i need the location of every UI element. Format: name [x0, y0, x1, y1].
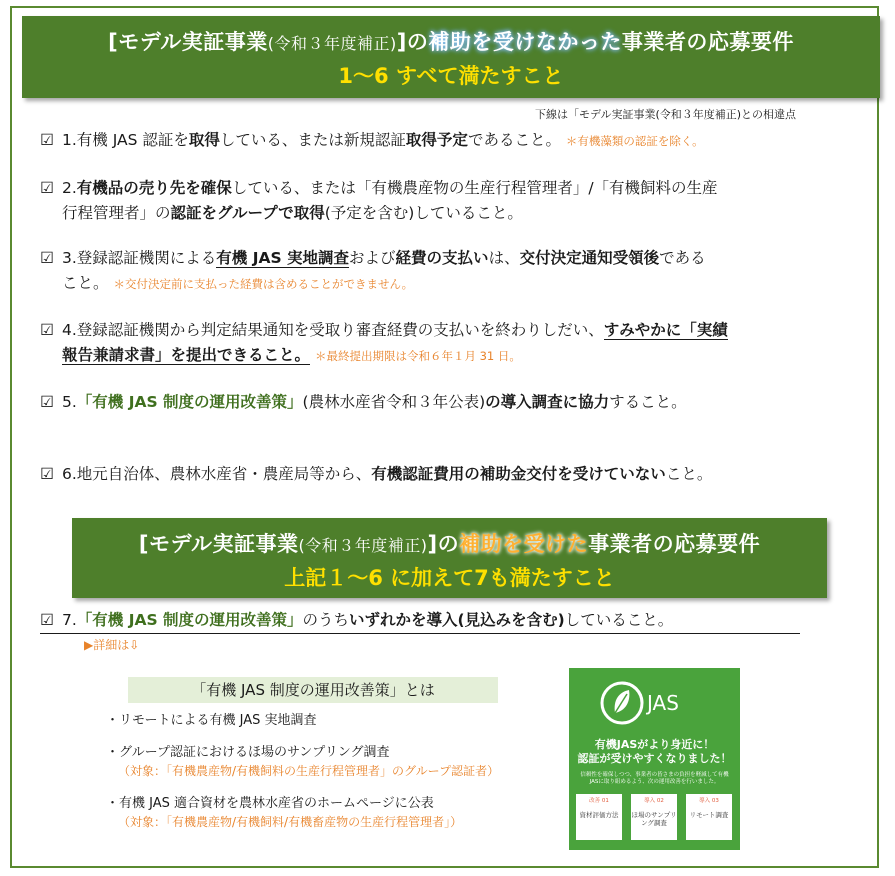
req3-text-h: こと。	[62, 274, 109, 292]
checkbox-icon: ☑	[40, 611, 54, 629]
bullet-2-text: ・グループ認証におけるほ場のサンプリング調査	[106, 745, 390, 760]
banner2-highlight: 補助を受けた	[459, 532, 589, 556]
bullet-item-2	[106, 744, 499, 780]
banner-subsidized	[72, 518, 827, 598]
req2-text-b: 有機品の売り先を確保	[76, 179, 232, 197]
banner2-prefix: [モデル実証事業	[138, 532, 299, 556]
banner1-line2-highlight: すべて	[395, 64, 459, 88]
banner2-line2-c: も満たすこと	[488, 566, 615, 590]
req5-text-e: すること。	[609, 393, 687, 411]
req6-text-a: 6.地元自治体、農林水産省・農産局等から、	[62, 465, 372, 483]
banner1-line2-num: 1～6	[338, 64, 389, 88]
poster-box-2: 導入 02 ほ場のサンプリング調査	[631, 794, 677, 840]
requirement-1	[40, 128, 860, 154]
req4-text-c: 報告兼請求書」を提出できること。	[62, 346, 311, 364]
req1-text-c: している、または新規認証	[219, 131, 406, 149]
detail-link[interactable]: ▶詳細は⇩	[84, 638, 140, 652]
req1-text-e: であること。	[467, 131, 561, 149]
top-note: 下線は「モデル実証事業(令和３年度補正)との相違点	[535, 108, 797, 121]
poster-box-3: 導入 03 リモート調査	[686, 794, 732, 840]
svg-text:JAS: JAS	[647, 691, 679, 715]
checkbox-icon: ☑	[40, 321, 54, 339]
banner2-suffix: ]の	[427, 532, 460, 556]
banner1-suffix: ]の	[396, 30, 429, 54]
req5-text-b: 「有機 JAS 制度の運用改善策」	[76, 393, 303, 411]
checkbox-icon: ☑	[40, 249, 54, 267]
checkbox-icon: ☑	[40, 131, 54, 149]
req7-text-d: いずれかを導入(見込みを含む)	[349, 611, 565, 629]
req7-text-b: 「有機 JAS 制度の運用改善策」	[76, 611, 303, 629]
banner1-small: (令和３年度補正)	[267, 34, 397, 53]
req3-text-e: は、	[488, 249, 520, 267]
req3-text-g: である	[659, 249, 706, 267]
banner1-highlight: 補助を受けなかった	[428, 30, 622, 54]
req1-text-b: 取得	[188, 131, 220, 149]
req1-text-a: 1.有機 JAS 認証を	[62, 131, 189, 149]
banner2-rest: 事業者の応募要件	[588, 532, 761, 556]
poster-box-1: 改善 01 資材評価方法	[576, 794, 622, 840]
req4-note: ＊最終提出期限は令和６年１月 31 日。	[314, 349, 521, 363]
requirement-6	[40, 462, 860, 487]
sub-heading: 「有機 JAS 制度の運用改善策」とは	[128, 677, 498, 703]
bullet-3-text: ・有機 JAS 適合資材を農林水産省のホームページに公表	[106, 796, 434, 811]
requirement-7	[40, 608, 800, 634]
req5-text-d: の導入調査に協力	[485, 393, 610, 411]
req4-text-a: 4.登録認証機関から判定結果通知を受取り審査経費の支払いを終わりしだい、	[62, 321, 604, 339]
req3-text-f: 交付決定通知受領後	[519, 249, 660, 267]
bullet-item-3	[106, 795, 462, 831]
jas-logo-icon	[597, 678, 709, 728]
req3-text-d: 経費の支払い	[395, 249, 489, 267]
requirement-4	[40, 318, 860, 369]
req2-text-f: (予定を含む)していること。	[324, 204, 523, 222]
bullet-1-text: ・リモートによる有機 JAS 実地調査	[106, 713, 317, 728]
banner2-line2-b: 7	[474, 566, 489, 590]
req2-text-e: 認証をグループで取得	[170, 204, 325, 222]
req4-text-b: すみやかに「実績	[603, 321, 728, 339]
jas-poster	[569, 668, 740, 850]
req2-text-a: 2.	[62, 179, 77, 197]
requirement-2	[40, 176, 860, 226]
req2-text-c: している、または「有機農産物の生産行程管理者」/「有機飼料の生産	[231, 179, 718, 197]
req3-text-c: および	[349, 249, 396, 267]
poster-title-1: 有機JASがより身近に！	[594, 738, 715, 751]
req1-text-d: 取得予定	[405, 131, 468, 149]
banner1-line2-rest: 満たすこと	[458, 64, 564, 88]
bullet-item-1	[106, 712, 317, 730]
banner1-prefix: [モデル実証事業	[108, 30, 268, 54]
banner2-small: (令和３年度補正)	[298, 536, 428, 555]
checkbox-icon: ☑	[40, 465, 54, 483]
bullet-2-target: （対象：「有機農産物/有機飼料の生産行程管理者」のグループ認証者）	[118, 764, 500, 778]
req2-text-d: 行程管理者」の	[62, 204, 171, 222]
req3-text-a: 3.登録認証機関による	[62, 249, 217, 267]
req3-note: ＊交付決定前に支払った経費は含めることができません。	[113, 277, 414, 291]
req7-text-c: のうち	[302, 611, 350, 629]
requirement-3	[40, 246, 860, 297]
poster-text: 信頼性を確保しつつ、事業者の皆さまの負担を軽減して有機JASに取り組めるよう、次の運用改善を行いました。	[580, 772, 729, 785]
checkbox-icon: ☑	[40, 393, 54, 411]
req1-note: ＊有機藻類の認証を除く。	[565, 134, 704, 148]
req5-text-c: (農林水産省令和３年公表)	[302, 393, 486, 411]
requirement-5	[40, 390, 860, 415]
req5-text-a: 5.	[62, 393, 77, 411]
bullet-3-target: （対象：「有機農産物/有機飼料/有機畜産物の生産行程管理者」）	[118, 815, 463, 829]
req6-text-c: こと。	[665, 465, 713, 483]
req7-text-a: 7.	[62, 611, 77, 629]
req7-text-e: していること。	[564, 611, 674, 629]
req6-text-b: 有機認証費用の補助金交付を受けていない	[371, 465, 666, 483]
banner1-rest: 事業者の応募要件	[621, 30, 794, 54]
poster-title-2: 認証が受けやすくなりました！	[577, 752, 732, 765]
checkbox-icon: ☑	[40, 179, 54, 197]
req3-text-b: 有機 JAS 実地調査	[216, 249, 350, 267]
banner2-line2-a: 上記１～6 に加えて	[284, 566, 475, 590]
banner-unsubsidized	[22, 16, 880, 98]
